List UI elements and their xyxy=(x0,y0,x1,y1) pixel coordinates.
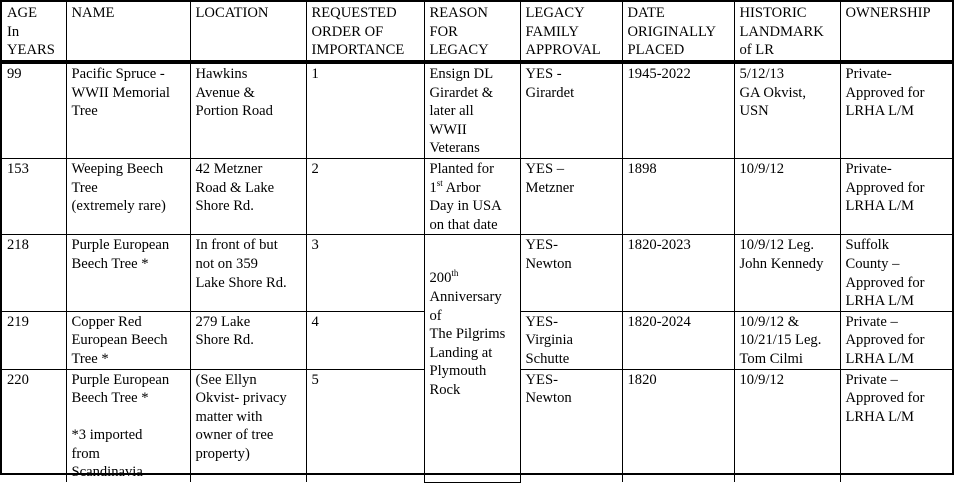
header-approval: LEGACY FAMILY APPROVAL xyxy=(520,2,622,62)
header-landmark: HISTORIC LANDMARK of LR xyxy=(734,2,840,62)
legacy-trees-table xyxy=(2,2,952,483)
cell-approval: YES- Virginia Schutte xyxy=(520,311,622,369)
header-row xyxy=(2,2,952,62)
header-age: AGE In YEARS xyxy=(2,2,66,62)
cell-reason xyxy=(424,158,520,234)
cell-name: Purple European Beech Tree * *3 imported from Scandinavia xyxy=(66,369,190,482)
cell-location: (See Ellyn Okvist- privacy matter with owner of tree property) xyxy=(190,369,306,482)
cell-age: 99 xyxy=(2,62,66,158)
header-date: DATE ORIGINALLY PLACED xyxy=(622,2,734,62)
header-name: NAME xyxy=(66,2,190,62)
table-row xyxy=(2,235,952,311)
cell-order: 1 xyxy=(306,62,424,158)
reason-rest: Arbor Day in USA on that date xyxy=(429,179,502,233)
header-reason: REASON FOR LEGACY xyxy=(424,2,520,62)
cell-approval: YES - Girardet xyxy=(520,62,622,158)
cell-ownership: Suffolk County – Approved for LRHA L/M xyxy=(840,235,952,311)
anniversary-number: 200 xyxy=(429,270,452,287)
cell-age: 218 xyxy=(2,235,66,311)
cell-ownership: Private- Approved for LRHA L/M xyxy=(840,158,952,234)
cell-approval: YES – Metzner xyxy=(520,158,622,234)
cell-reason-merged xyxy=(424,235,520,482)
cell-landmark: 10/9/12 xyxy=(734,369,840,482)
cell-ownership: Private – Approved for LRHA L/M xyxy=(840,369,952,482)
cell-name: Copper Red European Beech Tree * xyxy=(66,311,190,369)
cell-date: 1820-2024 xyxy=(622,311,734,369)
reason-ordinal-suffix: st xyxy=(436,177,443,188)
cell-approval: YES- Newton xyxy=(520,235,622,311)
cell-date: 1898 xyxy=(622,158,734,234)
cell-ownership: Private- Approved for LRHA L/M xyxy=(840,62,952,158)
cell-age: 219 xyxy=(2,311,66,369)
cell-name: Pacific Spruce - WWII Memorial Tree xyxy=(66,62,190,158)
cell-order: 2 xyxy=(306,158,424,234)
header-location: LOCATION xyxy=(190,2,306,62)
cell-landmark: 10/9/12 xyxy=(734,158,840,234)
cell-age: 220 xyxy=(2,369,66,482)
cell-landmark: 10/9/12 & 10/21/15 Leg. Tom Cilmi xyxy=(734,311,840,369)
table-row xyxy=(2,158,952,234)
cell-landmark: 5/12/13 GA Okvist, USN xyxy=(734,62,840,158)
cell-order: 4 xyxy=(306,311,424,369)
cell-name: Purple European Beech Tree * xyxy=(66,235,190,311)
cell-order: 3 xyxy=(306,235,424,311)
cell-approval: YES- Newton xyxy=(520,369,622,482)
cell-order: 5 xyxy=(306,369,424,482)
reason-line: Planted for xyxy=(429,160,494,177)
cell-landmark: 10/9/12 Leg. John Kennedy xyxy=(734,235,840,311)
cell-name: Weeping Beech Tree (extremely rare) xyxy=(66,158,190,234)
cell-age: 153 xyxy=(2,158,66,234)
cell-location: In front of but not on 359 Lake Shore Rd. xyxy=(190,235,306,311)
cell-date: 1945-2022 xyxy=(622,62,734,158)
header-order: REQUESTED ORDER OF IMPORTANCE xyxy=(306,2,424,62)
cell-ownership: Private – Approved for LRHA L/M xyxy=(840,311,952,369)
reason-number: 1 xyxy=(429,179,437,196)
anniversary-ordinal-suffix: th xyxy=(451,268,459,279)
anniversary-text: Anniversary of The Pilgrims Landing at Plymouth Rock xyxy=(429,288,506,398)
cell-location: 42 Metzner Road & Lake Shore Rd. xyxy=(190,158,306,234)
table-row xyxy=(2,62,952,158)
cell-location: 279 Lake Shore Rd. xyxy=(190,311,306,369)
cell-reason: Ensign DL Girardet & later all WWII Veterans xyxy=(424,62,520,158)
header-ownership: OWNERSHIP xyxy=(840,2,952,62)
cell-date: 1820-2023 xyxy=(622,235,734,311)
cell-location: Hawkins Avenue & Portion Road xyxy=(190,62,306,158)
cell-date: 1820 xyxy=(622,369,734,482)
